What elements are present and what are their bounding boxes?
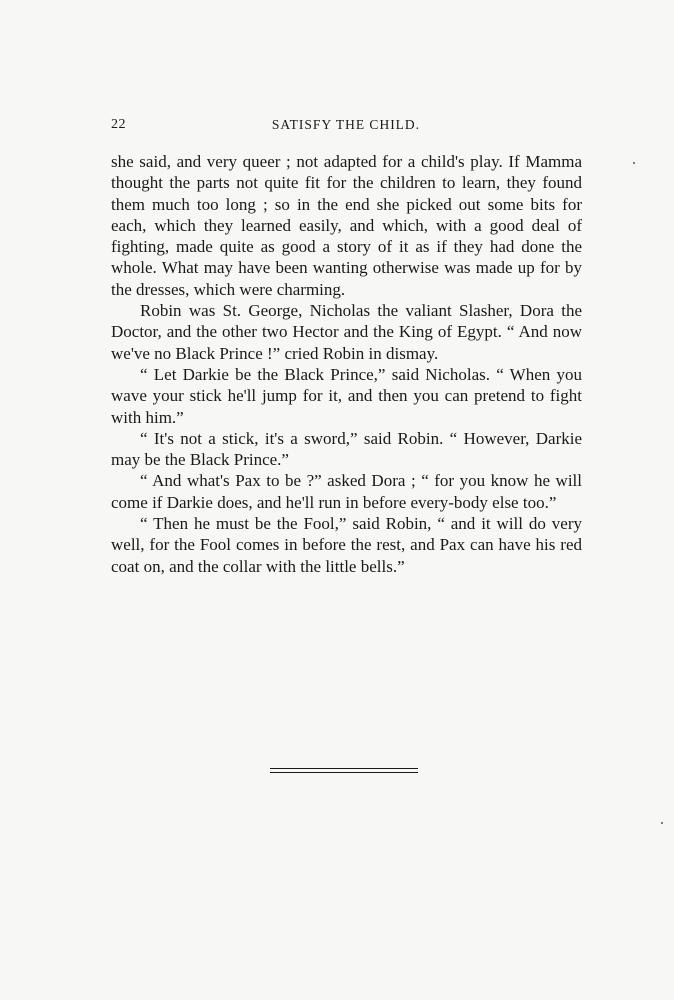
running-head — [111, 117, 581, 137]
paragraph: “ Then he must be the Fool,” said Robin, “ and it will do very well, for the Fool comes in before the rest, and Pax can have his red coat on, and the collar with the little bells.” — [111, 514, 582, 576]
paragraph: Robin was St. George, Nicholas the valiant Slasher, Dora the Doctor, and the other two Hector and the King of Egypt. “ And now we've no Black Prince !” cried Robin in dismay. — [111, 301, 582, 363]
scan-speck — [633, 162, 635, 164]
rule-line-top — [270, 768, 418, 769]
page-number: 22 — [111, 117, 126, 132]
end-of-chapter-rule — [270, 768, 418, 775]
paragraph: “ Let Darkie be the Black Prince,” said Nicholas. “ When you wave your stick he'll jump for it, and then you can pretend to fight with him.” — [111, 364, 582, 427]
paragraph-continued: she said, and very queer ; not adapted for a child's play. If Mamma thought the parts not quite fit for the children to learn, they found them much too long ; so in the end she picked out some bits for each, which they learned easily, and which, with a good deal of fighting, made quite as good a story of it as if they had done the whole. What may have been wanting otherwise was made up for by the dresses, which were charming. — [111, 152, 582, 299]
scan-speck — [661, 822, 663, 824]
running-title: SATISFY THE CHILD. — [271, 117, 421, 132]
body-text — [111, 151, 582, 577]
rule-line-bottom — [270, 772, 418, 773]
paragraph: “ It's not a stick, it's a sword,” said Robin. “ However, Darkie may be the Black Prince.” — [111, 428, 582, 470]
paragraph: “ And what's Pax to be ?” asked Dora ; “ for you know he will come if Darkie does, and he'll run in before every-body else too.” — [111, 471, 582, 512]
